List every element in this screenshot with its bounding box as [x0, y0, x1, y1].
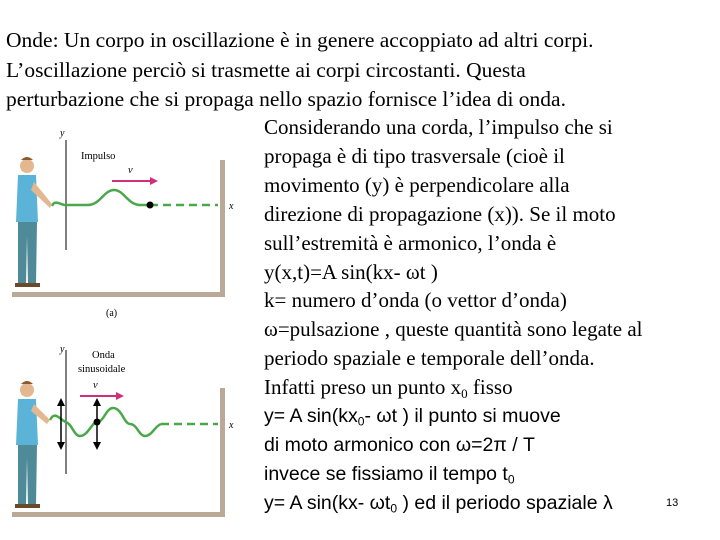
subscript: 0 [357, 414, 365, 429]
body-text-span: invece se fissiamo il tempo t [264, 462, 508, 485]
body-text-span: y= A sin(kx [264, 405, 358, 428]
figure-a-pulse [12, 128, 234, 319]
intro-line: perturbazione che si propaga nello spazio fornisce l’idea di onda. [6, 87, 566, 111]
omega-symbol: ω [455, 433, 472, 456]
string-point [147, 202, 154, 209]
x-axis-label: x [229, 201, 234, 212]
y-axis-label: y [60, 128, 65, 139]
body-line: Considerando una corda, l’impulso che si [264, 115, 613, 139]
body-line: movimento (y) è perpendicolare alla [264, 172, 570, 197]
body-line [264, 460, 716, 489]
velocity-label: v [93, 380, 98, 391]
figure-caption: (a) [106, 308, 118, 319]
intro-line: L’oscillazione perciò si trasmette ai corpi circostanti. Questa [6, 57, 526, 82]
body-line [264, 402, 716, 431]
wave-label: sinusoidale [78, 364, 126, 375]
person-illustration [15, 381, 50, 508]
body-line [264, 431, 716, 460]
body-line: direzione di propagazione (x)). Se il moto [264, 201, 616, 226]
sine-wave [50, 408, 161, 436]
wave-equation: y(x,t)=A sin(kx- ωt ) [264, 259, 438, 284]
body-line: periodo spaziale e temporale dell’onda. [264, 346, 595, 371]
intro-line: Onde: Un corpo in oscillazione è in genere accoppiato ad altri corpi. [6, 28, 594, 52]
body-text-span: - ωt ) il punto si muove [364, 405, 561, 428]
wall-frame [12, 388, 225, 517]
velocity-label: v [128, 165, 133, 176]
body-text-span: =pulsazione , queste quantità sono legate al [277, 317, 643, 342]
body-line: sull’estremità è armonico, l’onda è [264, 230, 557, 255]
page-number: 13 [666, 497, 679, 509]
body-text [264, 113, 716, 518]
figure-wave-on-string [0, 0, 260, 540]
string-pulse [52, 190, 150, 206]
body-line [264, 315, 716, 344]
subscript: 0 [507, 472, 515, 487]
subscript: 0 [461, 386, 468, 402]
body-line [264, 489, 716, 518]
body-line: k= numero d’onda (o vettor d’onda) [264, 288, 567, 313]
subscript: 0 [390, 501, 398, 516]
body-text-span: y= A sin(kx- ωt [264, 491, 391, 514]
pi-symbol: π [493, 433, 507, 456]
body-line: propaga è di tipo trasversale (cioè il [264, 143, 565, 168]
figure-b-sinusoidal [12, 344, 234, 517]
body-text-span: ) ed il periodo spaziale [397, 491, 603, 514]
omega-symbol: ω [264, 317, 278, 342]
body-text-span: fisso [467, 375, 513, 400]
y-axis-label: y [60, 344, 65, 355]
body-text-span: di moto armonico con [264, 433, 456, 456]
wave-label: Onda [92, 350, 115, 361]
person-illustration [15, 157, 52, 287]
impulse-label: Impulso [81, 151, 116, 162]
body-text-span: / T [506, 433, 535, 456]
body-line [264, 373, 716, 402]
body-text-span: =2 [471, 433, 494, 456]
body-text-span: Infatti preso un punto x [264, 375, 462, 400]
lambda-symbol: λ [602, 491, 613, 514]
x-axis-label: x [229, 420, 234, 431]
